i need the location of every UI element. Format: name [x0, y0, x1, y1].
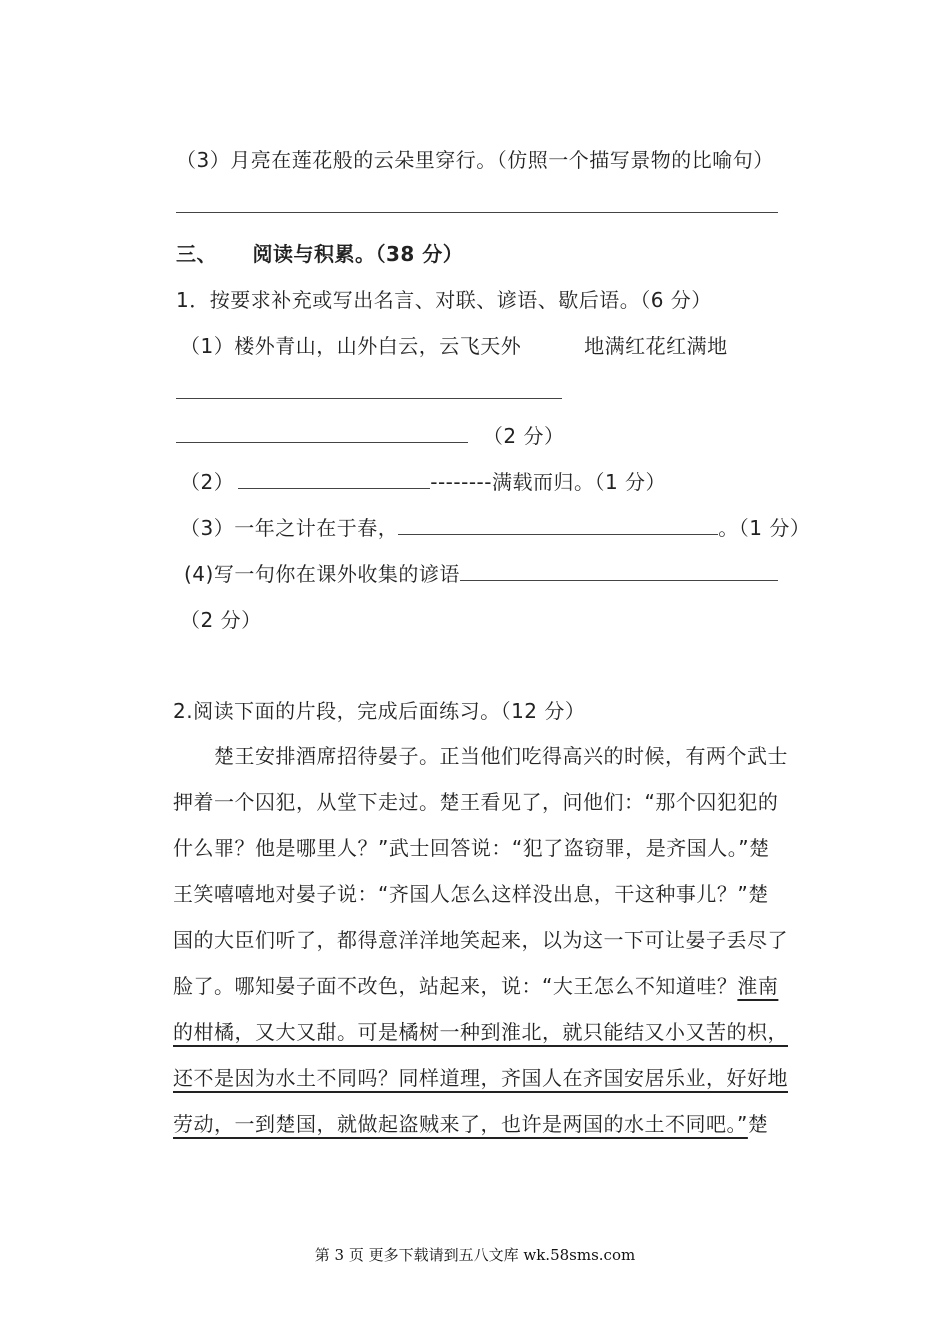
q1-3: [180, 514, 810, 542]
passage-line-4: 王笑嘻嘻地对晏子说：“齐国人怎么这样没出息，干这种事儿？”楚: [173, 882, 769, 906]
passage-line-9: [173, 1110, 768, 1138]
q1-4-text: (4)写一句你在课外收集的谚语: [184, 562, 460, 586]
q1-1-line2: [176, 422, 564, 450]
q1-4: [184, 560, 778, 588]
q1-title: 1．按要求补充或写出名言、对联、谚语、歇后语。（6 分）: [176, 288, 712, 312]
q3-sentence: （3）月亮在莲花般的云朵里穿行。（仿照一个描写景物的比喻句）: [176, 148, 774, 172]
q1-3-text: （3）一年之计在于春，: [180, 516, 399, 540]
answer-blank-q1-2[interactable]: [238, 468, 430, 489]
answer-line-q3: [176, 212, 778, 213]
q1-2: [180, 468, 666, 496]
q1-1-score: （2 分）: [482, 424, 565, 448]
section3-title: 阅读与积累。（38 分）: [252, 242, 464, 266]
section3-number: 三、: [176, 242, 217, 266]
passage-line-9-end: 楚: [747, 1112, 769, 1136]
passage-line-8: 还不是因为水土不同吗？同样道理，齐国人在齐国安居乐业，好好地: [173, 1066, 788, 1090]
passage-line-6-text: 脸了。哪知晏子面不改色，站起来，说：“大王怎么不知道哇？: [173, 974, 738, 998]
passage-line-6: [173, 972, 778, 1000]
q2-title: 2.阅读下面的片段，完成后面练习。（12 分）: [173, 699, 586, 723]
q1-2-text: --------满载而归。（1 分）: [430, 470, 667, 494]
q1-4-score: （2 分）: [180, 608, 262, 632]
passage-line-3: 什么罪？他是哪里人？”武士回答说：“犯了盗窃罪，是齐国人。”楚: [173, 836, 770, 860]
underlined-text: 劳动，一到楚国，就做起盗贼来了，也许是两国的水土不同吧。”: [173, 1112, 748, 1136]
q1-1-lower: 地满红花红满地: [584, 334, 728, 358]
passage-line-1: 楚王安排酒席招待晏子。正当他们吃得高兴的时候，有两个武士: [214, 744, 788, 768]
answer-blank-q1-1b[interactable]: [176, 422, 468, 443]
answer-blank-q1-4[interactable]: [460, 560, 778, 581]
answer-line-q1-1a[interactable]: [176, 398, 562, 399]
passage-line-7: 的柑橘，又大又甜。可是橘树一种到淮北，就只能结又小又苦的枳，: [173, 1020, 788, 1044]
q1-1-couplet: [180, 332, 728, 360]
q1-1-upper: （1）楼外青山，山外白云，云飞天外: [180, 334, 522, 358]
page-footer: 第 3 页 更多下载请到五八文库 wk.58sms.com: [314, 1246, 636, 1264]
q1-2-number: （2）: [180, 470, 235, 494]
underlined-text: 淮南: [737, 974, 779, 998]
q1-3-end: 。（1 分）: [718, 516, 811, 540]
passage-line-5: 国的大臣们听了，都得意洋洋地笑起来，以为这一下可让晏子丢尽了: [173, 928, 788, 952]
passage-line-2: 押着一个囚犯，从堂下走过。楚王看见了，问他们：“那个囚犯犯的: [173, 790, 779, 814]
section3-heading: [176, 240, 463, 268]
answer-blank-q1-3[interactable]: [398, 514, 718, 535]
